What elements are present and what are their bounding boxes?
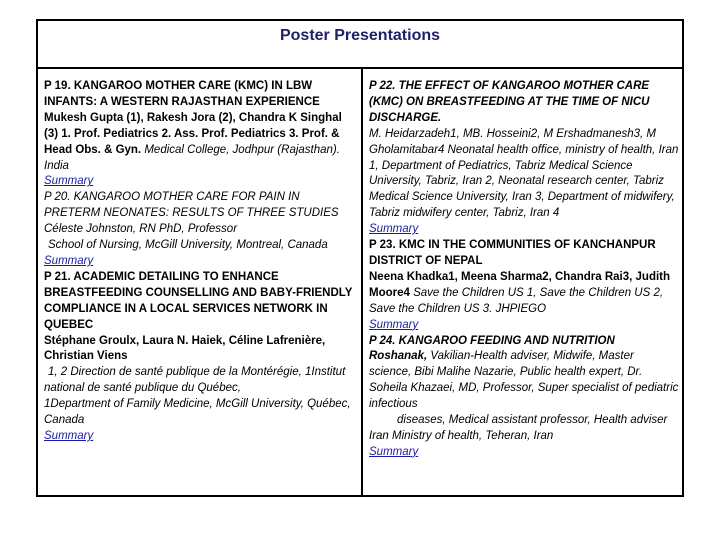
p24-authors: Vakilian-Health adviser, Midwife, Master science, Bibi Malihe Nazarie, Public health expert, Dr. Soheila Khazaei, MD, Professor, Super specialist of pediatric infectious (369, 350, 679, 411)
p21-institution-2: 1Department of Family Medicine, McGill University, Québec, Canada (44, 398, 351, 427)
p21-summary-link[interactable]: Summary (44, 429, 94, 442)
p24-authors-cont: diseases, Medical assistant professor, Health adviser Iran Ministry of health, Teheran, Iran (369, 414, 668, 442)
header-box (36, 19, 684, 67)
poster-table (36, 67, 684, 497)
p23-institution: Save the Children US 1, Save the Children US 2, Save the Children US 3. JHPIEGO (369, 286, 664, 315)
p19-summary-link[interactable]: Summary (44, 175, 94, 188)
p22-summary-link[interactable]: Summary (369, 223, 419, 236)
p20-author: Céleste Johnston, RN PhD, Professor (44, 223, 238, 236)
p21-authors: Stéphane Groulx, Laura N. Haiek, Céline Lafrenière, Christian Viens (44, 334, 326, 363)
p22-title: P 22. THE EFFECT OF KANGAROO MOTHER CARE (KMC) ON BREASTFEEDING AT THE TIME OF NICU DISCHARGE. (369, 80, 650, 124)
p24-author-lead: Roshanak, (369, 350, 428, 363)
p23-authors: Neena Khadka1, Meena Sharma2, Chandra Rai3, Judith Moore4 (369, 270, 671, 299)
p24-summary-link[interactable]: Summary (369, 445, 419, 458)
p20-title: P 20. KANGAROO MOTHER CARE FOR PAIN IN PRETERM NEONATES: RESULTS OF THREE STUDIES (44, 191, 339, 220)
p23-summary-link[interactable]: Summary (369, 318, 419, 331)
left-column (44, 79, 358, 445)
p20-summary-link[interactable]: Summary (44, 254, 94, 267)
p21-institution-1: 1, 2 Direction de santé publique de la Montérégie, 1Institut national de santé publique du Québec, (44, 366, 346, 395)
p20-institution: School of Nursing, McGill University, Montreal, Canada (48, 239, 328, 252)
p24-title: P 24. KANGAROO FEEDING AND NUTRITION (369, 334, 615, 347)
right-column (369, 79, 679, 461)
p22-authors: M. Heidarzadeh1, MB. Hosseini2, M Ershadmanesh3, M Gholamitabar4 Neonatal health office, ministry of health, Iran 1, Department of Pediatrics, Tabriz Medical Science University, Tabriz, Iran 2, Neonatal research center, Tabriz Medical Science University, Iran 3, Department of midwifery, Tabriz midwifery center, Tabriz, Iran 4 (369, 127, 679, 220)
p23-title: P 23. KMC IN THE COMMUNITIES OF KANCHANPUR DISTRICT OF NEPAL (369, 239, 656, 267)
p19-title: P 19. KANGAROO MOTHER CARE (KMC) IN LBW INFANTS: A WESTERN RAJASTHAN EXPERIENCE (44, 80, 320, 108)
column-divider (361, 69, 363, 495)
page-title: Poster Presentations (279, 27, 441, 44)
p21-title: P 21. ACADEMIC DETAILING TO ENHANCE BREASTFEEDING COUNSELLING AND BABY-FRIENDLY COMPLIANCE IN A LOCAL SERVICES NETWORK IN QUEBEC (44, 270, 353, 331)
p19-institution: Medical College, Jodhpur (Rajasthan). India (44, 143, 340, 172)
p19-authors: Mukesh Gupta (1), Rakesh Jora (2), Chandra K Singhal (3) 1. Prof. Pediatrics 2. Ass. Prof. Pediatrics 3. Prof. & Head Obs. & Gyn. (44, 111, 342, 156)
